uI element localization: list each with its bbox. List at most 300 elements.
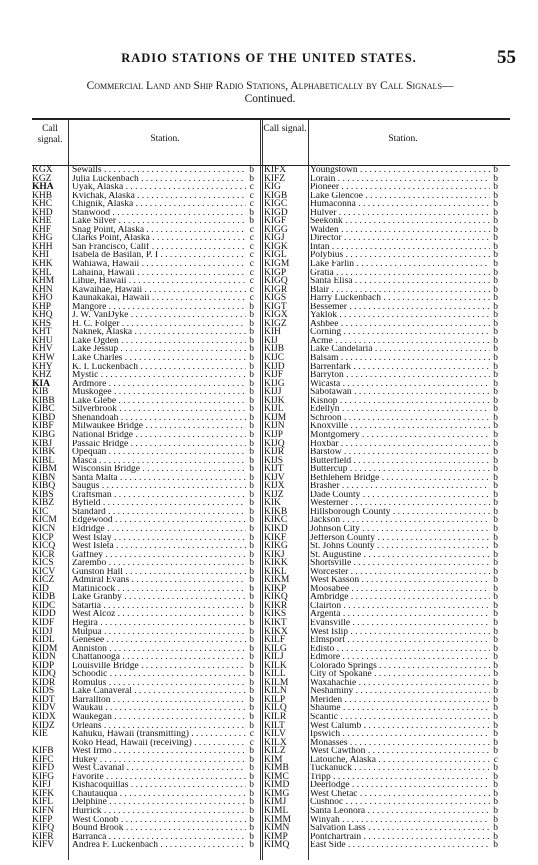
station-class-letter: b bbox=[490, 628, 498, 637]
station-name: West Cawthon bbox=[310, 747, 366, 756]
station-class-letter: b bbox=[246, 431, 254, 440]
station-class-letter: b bbox=[246, 542, 254, 551]
station-row bbox=[32, 551, 260, 560]
station-row bbox=[32, 448, 260, 457]
call-signal: KIKL bbox=[264, 566, 287, 577]
station-name: Kisnop bbox=[310, 396, 338, 406]
station-row bbox=[32, 636, 260, 645]
station-name: St. Johns County bbox=[310, 542, 375, 551]
station-class-letter: c bbox=[246, 269, 254, 278]
call-signal: KHK bbox=[32, 259, 53, 270]
station-row bbox=[264, 277, 508, 286]
call-signal: KHH bbox=[32, 241, 53, 252]
station-class-letter: b bbox=[246, 602, 254, 611]
station-class-letter: b bbox=[490, 380, 498, 389]
station-row bbox=[264, 670, 508, 679]
station-class-letter: b bbox=[490, 499, 498, 508]
station-name: Kaunakakai, Hawaii bbox=[72, 294, 150, 303]
call-signal: KILM bbox=[264, 677, 289, 688]
station-row bbox=[264, 431, 508, 440]
call-signal: KHN bbox=[32, 284, 53, 295]
station-name: Passaic Bridge bbox=[72, 439, 129, 449]
station-row bbox=[32, 234, 260, 243]
station-name: Neshaminy bbox=[310, 687, 354, 696]
call-signal: KILR bbox=[264, 712, 287, 722]
call-signal: KIGM bbox=[264, 259, 290, 270]
station-class-letter: b bbox=[246, 833, 254, 842]
call-signal: KIDC bbox=[32, 600, 56, 611]
station-row bbox=[264, 559, 508, 568]
station-row bbox=[264, 175, 508, 184]
station-row bbox=[32, 491, 260, 500]
station-class-letter: b bbox=[246, 440, 254, 449]
station-row bbox=[32, 824, 260, 833]
station-class-letter: b bbox=[246, 781, 254, 790]
call-signal: KIML bbox=[264, 806, 289, 817]
station-name: City of Spokane bbox=[310, 670, 372, 679]
station-class-letter: b bbox=[246, 610, 254, 619]
call-signal: KID bbox=[32, 583, 49, 594]
station-name: East Side bbox=[310, 841, 346, 850]
station-row bbox=[32, 363, 260, 372]
call-signal: KIJG bbox=[264, 378, 285, 389]
station-name: West Calumb bbox=[310, 721, 362, 731]
call-signal: KIJZ bbox=[264, 489, 284, 500]
station-name: Salvation Lass bbox=[310, 824, 366, 833]
station-class-letter: b bbox=[490, 585, 498, 594]
station-name: Schroon bbox=[310, 413, 342, 423]
station-name: Schoodic bbox=[72, 670, 108, 679]
station-row bbox=[264, 645, 508, 654]
station-class-letter: b bbox=[490, 824, 498, 833]
station-row bbox=[32, 628, 260, 637]
station-row bbox=[32, 328, 260, 337]
station-class-letter: b bbox=[490, 764, 498, 773]
call-signal: KIKJ bbox=[264, 549, 285, 560]
station-row bbox=[32, 790, 260, 799]
call-signal: KIDZ bbox=[32, 720, 55, 731]
call-signal: KIDV bbox=[32, 703, 56, 714]
station-class-letter: b bbox=[246, 345, 254, 354]
station-name: Andrea F. Luckenbach bbox=[72, 841, 159, 850]
station-class-letter: b bbox=[246, 679, 254, 688]
station-row bbox=[264, 576, 508, 585]
subtitle-line-2: Continued. bbox=[244, 93, 296, 105]
station-class-letter: b bbox=[246, 405, 254, 414]
call-signal: KHO bbox=[32, 293, 53, 304]
station-class-letter: b bbox=[490, 790, 498, 799]
station-row bbox=[32, 764, 260, 773]
call-signal: KIMD bbox=[264, 780, 290, 791]
call-signal: KICM bbox=[32, 515, 57, 526]
station-class-letter: b bbox=[246, 670, 254, 679]
station-class-letter: b bbox=[246, 499, 254, 508]
station-class-letter: b bbox=[490, 798, 498, 807]
station-class-letter: b bbox=[490, 217, 498, 226]
call-signal: KIFQ bbox=[32, 823, 55, 834]
station-class-letter: b bbox=[246, 807, 254, 816]
station-row bbox=[264, 704, 508, 713]
station-name: Youngstown bbox=[310, 166, 358, 175]
call-signal: KIKC bbox=[264, 515, 288, 526]
call-signal: KIFX bbox=[264, 165, 287, 175]
station-class-letter: c bbox=[246, 251, 254, 260]
call-signal: KIKF bbox=[264, 532, 287, 543]
call-signal: KILX bbox=[264, 737, 287, 748]
station-class-letter: b bbox=[490, 320, 498, 329]
station-name: Gratia bbox=[310, 268, 334, 278]
station-row bbox=[264, 764, 508, 773]
station-class-letter: b bbox=[490, 662, 498, 671]
station-class-letter: c bbox=[246, 730, 254, 739]
station-row bbox=[32, 696, 260, 705]
station-name: Naknek, Alaska bbox=[72, 328, 133, 337]
station-name: Lahaina, Hawaii bbox=[72, 268, 135, 278]
station-name: Masca bbox=[72, 456, 97, 466]
station-class-letter: b bbox=[246, 328, 254, 337]
station-name: Favorite bbox=[72, 772, 104, 782]
station-row bbox=[32, 542, 260, 551]
station-row bbox=[32, 192, 260, 201]
call-signal: KIFR bbox=[32, 831, 54, 842]
call-signal: KIDP bbox=[32, 660, 55, 671]
station-name: Shenandoah bbox=[72, 413, 119, 423]
call-signal: KHA bbox=[32, 182, 54, 193]
station-name: Mangore bbox=[72, 302, 107, 312]
station-class-letter: b bbox=[490, 328, 498, 337]
call-signal: KHT bbox=[32, 327, 52, 338]
station-row bbox=[32, 260, 260, 269]
station-class-letter: b bbox=[490, 781, 498, 790]
call-signal: KIKR bbox=[264, 600, 288, 611]
station-class-letter: b bbox=[246, 585, 254, 594]
station-row bbox=[264, 192, 508, 201]
station-row bbox=[264, 722, 508, 731]
station-class-letter: b bbox=[246, 824, 254, 833]
call-signal: KHQ bbox=[32, 310, 53, 321]
call-signal: KIJJ bbox=[264, 387, 282, 398]
station-row bbox=[32, 226, 260, 235]
call-signal: KIGR bbox=[264, 284, 288, 295]
call-signal: KIMN bbox=[264, 823, 290, 834]
station-name: Barstow bbox=[310, 448, 342, 457]
station-row bbox=[32, 798, 260, 807]
call-signal: KIBZ bbox=[32, 498, 55, 509]
station-name: Anniston bbox=[72, 644, 107, 654]
call-signal: KICS bbox=[32, 558, 54, 569]
station-class-letter: b bbox=[246, 303, 254, 312]
station-name: Saugus bbox=[72, 482, 100, 491]
call-signal: KIFK bbox=[32, 788, 55, 799]
station-name: Lake Farlin bbox=[310, 260, 355, 269]
call-signal: KIBK bbox=[32, 447, 56, 458]
call-signal: KIK bbox=[264, 498, 281, 509]
station-class-letter: b bbox=[246, 713, 254, 722]
call-signal: KICQ bbox=[32, 541, 56, 552]
call-signal: KIGK bbox=[264, 241, 288, 252]
station-name: Chautauqua bbox=[72, 789, 118, 799]
station-class-letter: b bbox=[246, 422, 254, 431]
station-name: Lake Granby bbox=[72, 593, 122, 602]
call-signal: KIDX bbox=[32, 712, 56, 722]
station-row bbox=[32, 269, 260, 278]
station-name: Shortsville bbox=[310, 559, 352, 568]
call-signal: KIKQ bbox=[264, 592, 288, 603]
call-signal: KIGT bbox=[264, 301, 287, 312]
call-signal: KIKT bbox=[264, 617, 287, 628]
call-signal: KIJS bbox=[264, 455, 284, 466]
station-row bbox=[32, 516, 260, 525]
station-class-letter: c bbox=[246, 286, 254, 295]
call-signal: KIBJ bbox=[32, 438, 53, 449]
station-class-letter: b bbox=[246, 653, 254, 662]
call-signal: KIJC bbox=[264, 353, 285, 364]
call-signal: KIBC bbox=[32, 404, 55, 415]
call-signal: KIJN bbox=[264, 421, 285, 432]
station-class-letter: b bbox=[246, 380, 254, 389]
station-row bbox=[32, 209, 260, 218]
station-class-letter: b bbox=[490, 516, 498, 525]
call-signal: KIGD bbox=[264, 207, 288, 218]
call-signal: KIGZ bbox=[264, 318, 287, 329]
station-name: Wisconsin Bridge bbox=[72, 465, 140, 474]
call-signal: KICR bbox=[32, 549, 55, 560]
station-row bbox=[32, 320, 260, 329]
call-signal: KICV bbox=[32, 566, 56, 577]
call-signal: KIC bbox=[32, 506, 49, 517]
station-name: Wicasta bbox=[310, 379, 341, 389]
station-class-letter: b bbox=[490, 192, 498, 201]
station-row bbox=[264, 311, 508, 320]
station-name: Balsam bbox=[310, 354, 339, 363]
call-signal: KIDD bbox=[32, 609, 56, 620]
station-name: Corning bbox=[310, 328, 342, 337]
station-class-letter: b bbox=[490, 653, 498, 662]
call-signal: KHU bbox=[32, 335, 53, 346]
station-class-letter: b bbox=[246, 559, 254, 568]
call-signal: KIBN bbox=[32, 472, 56, 483]
call-signal: KIKS bbox=[264, 609, 287, 620]
station-row bbox=[32, 619, 260, 628]
call-signal: KHB bbox=[32, 190, 53, 201]
station-name: Snag Point, Alaska bbox=[72, 225, 145, 235]
station-class-letter: b bbox=[490, 243, 498, 252]
station-class-letter: b bbox=[246, 747, 254, 756]
station-name: Yaklok bbox=[310, 311, 338, 320]
station-row bbox=[32, 354, 260, 363]
station-row bbox=[32, 756, 260, 765]
station-row bbox=[32, 294, 260, 303]
station-class-letter: c bbox=[246, 243, 254, 252]
station-row bbox=[264, 713, 508, 722]
station-name: Argenta bbox=[310, 610, 341, 619]
right-station-header: Station. bbox=[388, 134, 418, 144]
station-class-letter: b bbox=[490, 593, 498, 602]
call-signal: KHC bbox=[32, 199, 53, 210]
station-name: Clarks Point, Alaska bbox=[72, 234, 150, 243]
station-name: Santa Malta bbox=[72, 473, 118, 483]
station-row bbox=[32, 397, 260, 406]
call-signal: KIKM bbox=[264, 575, 290, 586]
left-station-header: Station. bbox=[150, 134, 180, 144]
call-signal: KIBQ bbox=[32, 481, 56, 492]
station-class-letter: b bbox=[246, 166, 254, 175]
call-signal: KIJX bbox=[264, 481, 285, 492]
call-signal: KICP bbox=[32, 532, 54, 543]
station-name: West Chetac bbox=[310, 789, 358, 799]
station-name: Shaume bbox=[310, 704, 341, 713]
station-row bbox=[264, 354, 508, 363]
station-class-letter: c bbox=[246, 183, 254, 192]
station-name: Hillsborough County bbox=[310, 507, 391, 517]
station-row bbox=[32, 833, 260, 842]
station-class-letter: b bbox=[246, 482, 254, 491]
call-signal: KIKP bbox=[264, 583, 287, 594]
station-row bbox=[264, 234, 508, 243]
station-class-letter: b bbox=[490, 226, 498, 235]
station-row bbox=[264, 371, 508, 380]
station-row bbox=[32, 311, 260, 320]
call-signal: KIGP bbox=[264, 267, 287, 278]
station-class-letter: b bbox=[246, 645, 254, 654]
station-row bbox=[32, 217, 260, 226]
station-name: Silverbrook bbox=[72, 405, 117, 414]
station-row bbox=[264, 397, 508, 406]
call-signal: KIGL bbox=[264, 250, 287, 261]
station-row bbox=[264, 568, 508, 577]
call-signal: KIFJ bbox=[32, 780, 52, 791]
station-class-letter: b bbox=[246, 790, 254, 799]
station-row bbox=[32, 243, 260, 252]
station-name: Kawaihae, Hawaii bbox=[72, 285, 143, 295]
call-signal: KHL bbox=[32, 267, 52, 278]
station-class-letter: b bbox=[246, 175, 254, 184]
station-row bbox=[264, 508, 508, 517]
station-name: Chattanooga bbox=[72, 653, 121, 662]
station-name: Hukey bbox=[72, 755, 98, 765]
call-signal: KIA bbox=[32, 378, 50, 389]
station-name: Director bbox=[310, 234, 342, 243]
station-name: Muskogee bbox=[72, 388, 112, 397]
station-class-letter: b bbox=[490, 269, 498, 278]
station-row bbox=[32, 610, 260, 619]
station-class-letter: b bbox=[246, 397, 254, 406]
call-signal: KGZ bbox=[32, 173, 52, 184]
station-name: Scantic bbox=[310, 713, 338, 722]
station-row bbox=[264, 243, 508, 252]
station-name: Barryton bbox=[310, 371, 344, 380]
station-row bbox=[264, 499, 508, 508]
call-signal: KIMQ bbox=[264, 840, 290, 851]
station-row bbox=[264, 739, 508, 748]
station-name: K. I. Luckenbach bbox=[72, 362, 138, 372]
station-name: Pontchartrain bbox=[310, 832, 362, 842]
station-row bbox=[32, 704, 260, 713]
station-name: Intan bbox=[310, 242, 330, 252]
call-signal: KIGX bbox=[264, 310, 288, 321]
station-row bbox=[264, 807, 508, 816]
station-name: Lake Candelaria bbox=[310, 345, 373, 355]
station-name: Butterfield bbox=[310, 456, 352, 466]
station-name: Sabotawan bbox=[310, 388, 352, 397]
call-signal: KIKB bbox=[264, 506, 288, 517]
station-name: Cushnoc bbox=[310, 798, 344, 808]
station-name: Worcester bbox=[310, 567, 349, 577]
call-signal: KIFN bbox=[32, 806, 55, 817]
station-row bbox=[264, 730, 508, 739]
station-class-letter: b bbox=[490, 251, 498, 260]
station-row bbox=[264, 414, 508, 423]
station-class-letter: b bbox=[246, 217, 254, 226]
station-class-letter: b bbox=[246, 722, 254, 731]
station-row bbox=[32, 722, 260, 731]
station-name: Dade County bbox=[310, 490, 361, 500]
station-name: Monasses bbox=[310, 738, 348, 748]
station-row bbox=[32, 781, 260, 790]
station-class-letter: b bbox=[246, 508, 254, 517]
station-name: Jefferson County bbox=[310, 533, 375, 543]
station-class-letter: b bbox=[246, 414, 254, 423]
station-name: Johnson City bbox=[310, 524, 360, 534]
call-signal: KIKG bbox=[264, 541, 288, 552]
station-row bbox=[264, 602, 508, 611]
station-name: Buttercup bbox=[310, 465, 348, 474]
call-signal: KIJB bbox=[264, 344, 285, 355]
right-station-list bbox=[264, 166, 508, 850]
station-class-letter: b bbox=[246, 457, 254, 466]
station-name: Westerner bbox=[310, 499, 349, 508]
call-signal: KIJP bbox=[264, 429, 284, 440]
station-row bbox=[32, 388, 260, 397]
station-name: Humaconna bbox=[310, 200, 356, 209]
station-name: Wahiawa, Hawaii bbox=[72, 260, 140, 269]
call-signal: KIDQ bbox=[32, 669, 56, 680]
call-signal: KIDL bbox=[32, 635, 55, 646]
station-class-letter: b bbox=[246, 311, 254, 320]
station-class-letter: b bbox=[490, 311, 498, 320]
station-name: Bessemer bbox=[310, 302, 347, 312]
station-row bbox=[32, 816, 260, 825]
station-name: Hulver bbox=[310, 208, 337, 218]
station-row bbox=[264, 585, 508, 594]
station-class-letter: b bbox=[246, 209, 254, 218]
station-row bbox=[264, 328, 508, 337]
station-row bbox=[32, 773, 260, 782]
station-class-letter: b bbox=[490, 294, 498, 303]
station-name: Hurrick bbox=[72, 807, 102, 816]
station-name: Harry Luckenbach bbox=[310, 294, 381, 303]
station-class-letter: b bbox=[490, 363, 498, 372]
station-name: Gaffney bbox=[72, 550, 103, 560]
call-signal: KIFP bbox=[32, 814, 53, 825]
station-name: Edisto bbox=[310, 644, 335, 654]
call-signal: KHG bbox=[32, 233, 53, 244]
section-subtitle bbox=[20, 80, 520, 106]
call-signal: KILJ bbox=[264, 652, 284, 663]
station-name: Sewalls bbox=[72, 166, 102, 175]
station-row bbox=[32, 670, 260, 679]
call-signal: KIBS bbox=[32, 489, 54, 500]
station-name: Lake Jessup bbox=[72, 345, 119, 355]
call-signal: KGX bbox=[32, 165, 53, 175]
station-row bbox=[32, 431, 260, 440]
station-row bbox=[264, 251, 508, 260]
station-name: Satartia bbox=[72, 601, 102, 611]
call-signal: KIMC bbox=[264, 771, 289, 782]
station-class-letter: b bbox=[490, 277, 498, 286]
call-signal: KHY bbox=[32, 361, 53, 372]
subtitle-line-1: Commercial Land and Ship Radio Stations, Alphabetically by Call Signals— bbox=[86, 80, 454, 92]
